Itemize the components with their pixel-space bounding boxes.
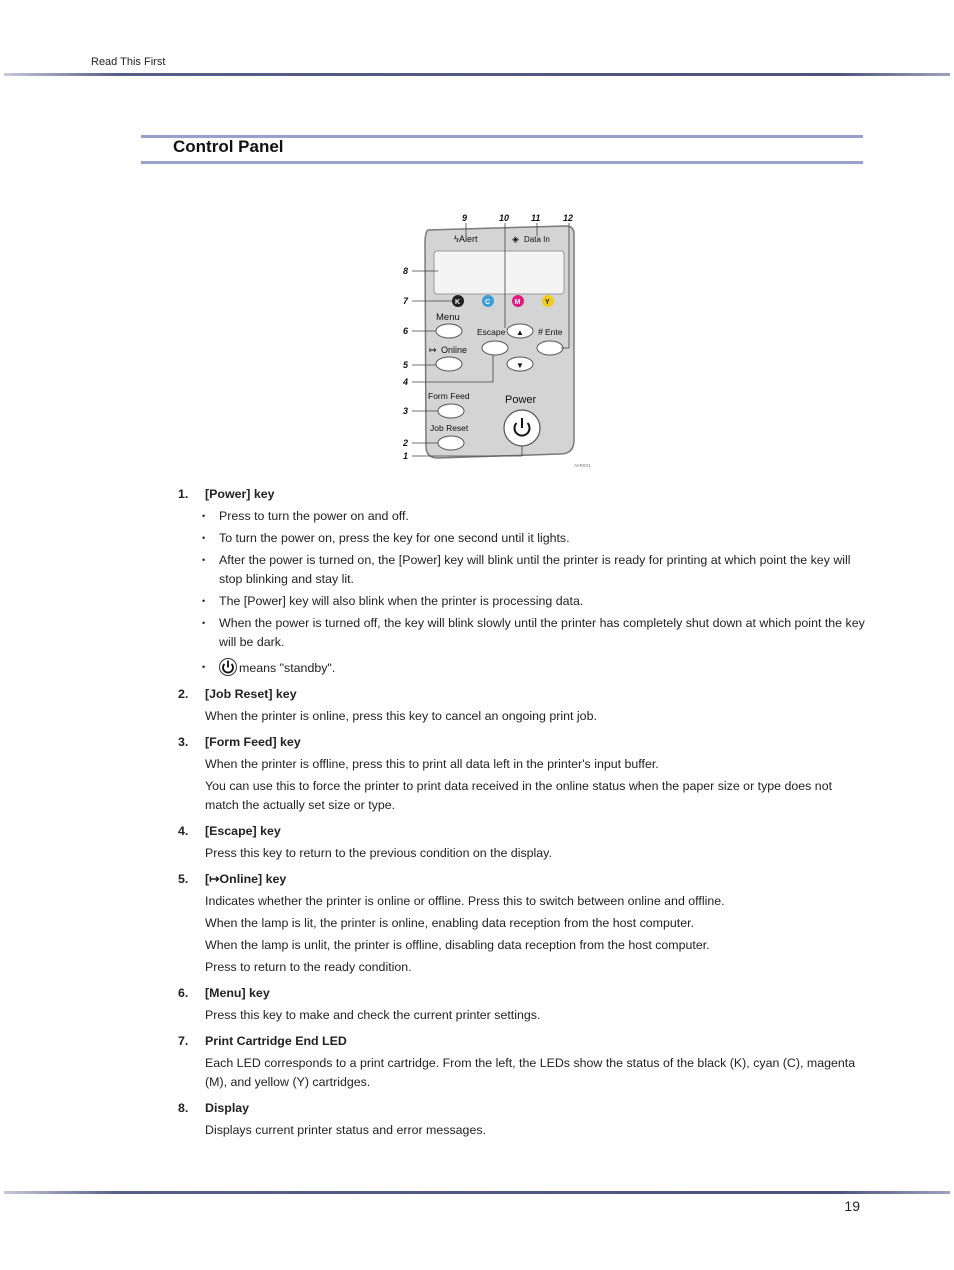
paragraph: When the printer is offline, press this to print all data left in the printer's input buffer. xyxy=(205,757,659,771)
callout-5: 5 xyxy=(403,360,409,370)
paragraph: When the printer is online, press this key to cancel an ongoing print job. xyxy=(205,709,597,723)
job-reset-key xyxy=(438,436,464,450)
svg-text:K: K xyxy=(455,299,461,306)
item-8-heading: 8. Display xyxy=(178,1099,868,1118)
item-7-heading: 7. Print Cartridge End LED xyxy=(178,1032,868,1051)
power-standby-icon xyxy=(219,658,237,676)
item-title: [↦Online] key xyxy=(205,872,287,886)
online-key xyxy=(436,357,462,371)
paragraph: When the lamp is unlit, the printer is offline, disabling data reception from the host computer. xyxy=(205,938,710,952)
enter-label: Ente xyxy=(545,327,563,337)
page-number: 19 xyxy=(844,1198,860,1214)
item-4-heading: 4. [Escape] key xyxy=(178,822,868,841)
paragraph: Press this key to return to the previous condition on the display. xyxy=(205,846,552,860)
menu-label: Menu xyxy=(436,312,460,323)
data-in-label: Data In xyxy=(524,235,550,244)
footer-rule xyxy=(4,1191,950,1194)
enter-key xyxy=(537,341,563,355)
svg-text:◈: ◈ xyxy=(512,234,519,244)
figure-code: AVR0X1 xyxy=(574,463,591,468)
item-title: [Menu] key xyxy=(205,986,270,1000)
list-item: • Press to turn the power on and off. xyxy=(219,507,868,526)
list-item: • When the power is turned off, the key will blink slowly until the printer has completely shut down at which point the key will be dark. xyxy=(219,614,868,652)
control-panel-illustration xyxy=(398,208,603,472)
item-title: [Form Feed] key xyxy=(205,735,301,749)
paragraph: You can use this to force the printer to print data received in the online status when the paper size or type does not match the actually set size or type. xyxy=(205,779,833,812)
paragraph: Press to return to the ready condition. xyxy=(205,960,412,974)
list-item: • To turn the power on, press the key for one second until it lights. xyxy=(219,529,868,548)
item-title: [Escape] key xyxy=(205,824,281,838)
svg-text:ϟ: ϟ xyxy=(454,234,459,244)
item-6-heading: 6. [Menu] key xyxy=(178,984,868,1003)
list-item-standby xyxy=(219,658,868,678)
alert-label: Alert xyxy=(459,234,478,244)
standby-text: means "standby". xyxy=(239,661,336,675)
section-title: Control Panel xyxy=(173,137,284,156)
item-5-heading: 5. [↦Online] key xyxy=(178,870,868,889)
escape-label: Escape xyxy=(477,327,506,337)
power-key-bullets xyxy=(219,507,868,678)
callout-8: 8 xyxy=(403,266,409,276)
paragraph: Press this key to make and check the current printer settings. xyxy=(205,1008,541,1022)
svg-text:↦: ↦ xyxy=(429,345,437,355)
paragraph: Displays current printer status and error messages. xyxy=(205,1123,486,1137)
callout-3: 3 xyxy=(403,406,409,416)
online-label: Online xyxy=(441,345,468,355)
list-item: • The [Power] key will also blink when the printer is processing data. xyxy=(219,592,868,611)
item-title: Print Cartridge End LED xyxy=(205,1034,347,1048)
svg-text:M: M xyxy=(514,299,521,306)
callout-12: 12 xyxy=(563,213,574,223)
form-feed-label: Form Feed xyxy=(428,391,470,401)
item-3-heading: 3. [Form Feed] key xyxy=(178,733,868,752)
paragraph: Indicates whether the printer is online or offline. Press this to switch between online and offline. xyxy=(205,894,725,908)
paragraph: Each LED corresponds to a print cartridge. From the left, the LEDs show the status of the black (K), cyan (C), magenta (M), and yellow (Y) cartridges. xyxy=(205,1056,856,1089)
display-screen xyxy=(434,251,564,294)
callout-6: 6 xyxy=(403,326,409,336)
callout-11: 11 xyxy=(531,213,541,223)
callout-9: 9 xyxy=(462,213,468,223)
item-title: Display xyxy=(205,1101,250,1115)
svg-text:Y: Y xyxy=(545,299,550,306)
svg-text:#: # xyxy=(538,327,544,337)
item-list xyxy=(178,478,868,1140)
paragraph: When the lamp is lit, the printer is online, enabling data reception from the host computer. xyxy=(205,916,695,930)
form-feed-key xyxy=(438,404,464,418)
header-rule xyxy=(4,73,950,76)
menu-key xyxy=(436,324,462,338)
list-item: • After the power is turned on, the [Power] key will blink until the printer is ready for printing at which point the key will stop blinking and stay lit. xyxy=(219,551,868,589)
callout-7: 7 xyxy=(403,296,409,306)
callout-4: 4 xyxy=(403,377,409,387)
section-rule-bottom xyxy=(141,161,863,164)
job-reset-label: Job Reset xyxy=(430,423,469,433)
item-title: [Power] key xyxy=(205,487,275,501)
running-header: Read This First xyxy=(91,56,166,68)
item-1-heading: 1. [Power] key xyxy=(178,485,868,504)
callout-10: 10 xyxy=(499,213,510,223)
item-2-heading: 2. [Job Reset] key xyxy=(178,685,868,704)
power-label: Power xyxy=(505,394,537,406)
callout-2: 2 xyxy=(403,438,409,448)
svg-text:▲: ▲ xyxy=(516,328,524,337)
svg-text:▼: ▼ xyxy=(516,361,524,370)
svg-text:C: C xyxy=(485,299,491,306)
item-title: [Job Reset] key xyxy=(205,687,297,701)
escape-key xyxy=(482,341,508,355)
callout-1: 1 xyxy=(403,451,409,461)
